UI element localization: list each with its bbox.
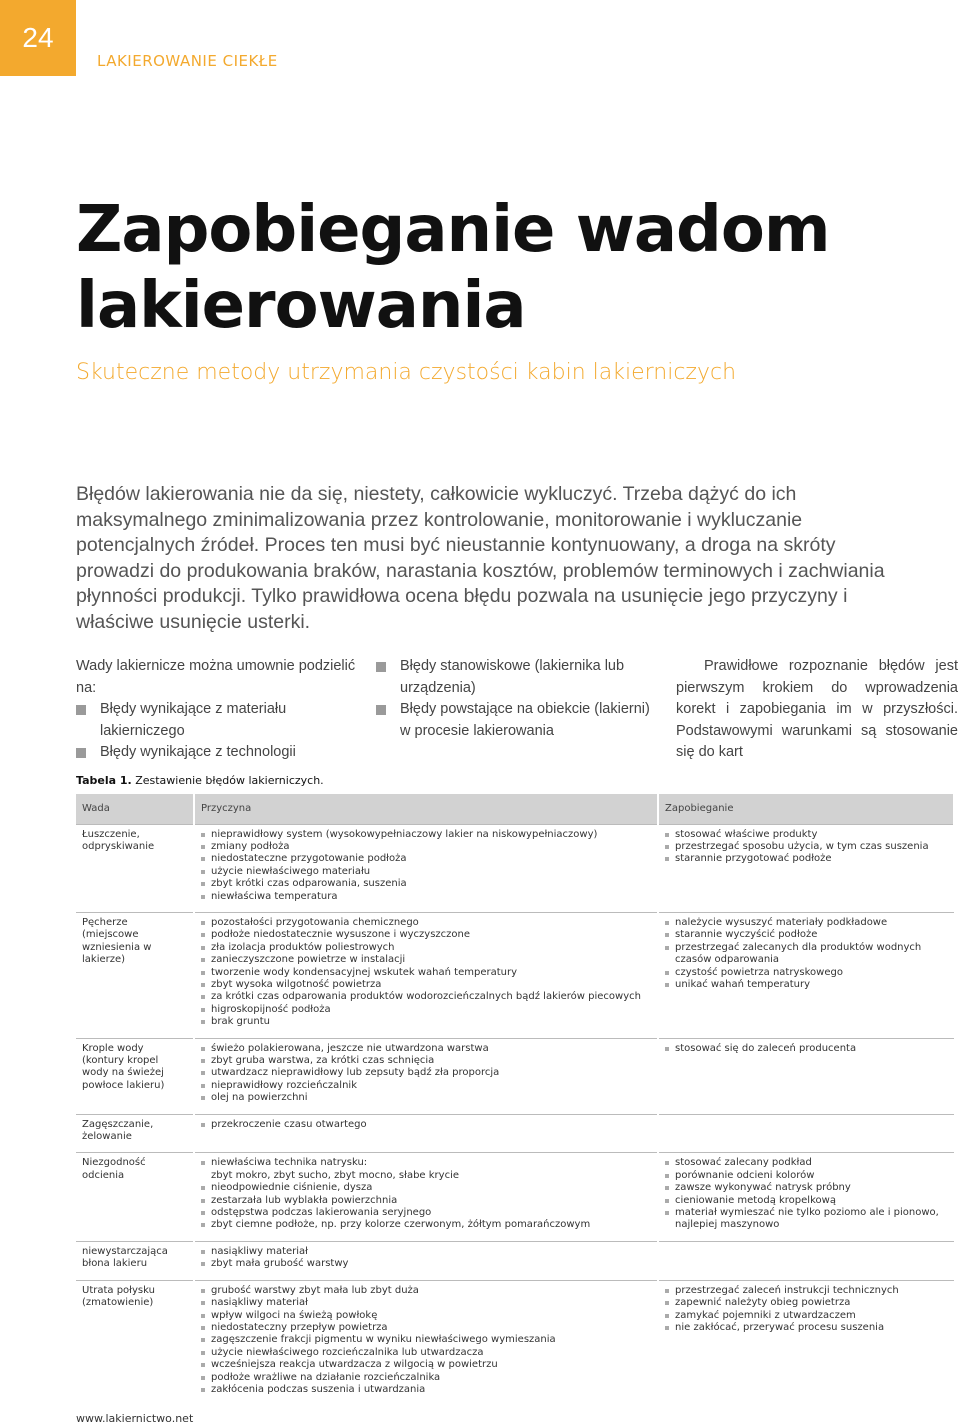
- list-item-label: materiał wymieszać nie tylko poziomo ale i pionowo, najlepiej maszynowo: [675, 1207, 939, 1231]
- list-item: [201, 1310, 651, 1322]
- table-row: [76, 824, 954, 912]
- list-item: [665, 1285, 948, 1297]
- cell-wada: Niezgodność odcienia: [76, 1153, 194, 1241]
- column-2: [376, 656, 661, 742]
- lead-paragraph: Błędów lakierowania nie da się, niestety, całkowicie wykluczyć. Trzeba dążyć do ich maksymalnego zminimalizowania przez kontrolowanie, monitorowanie i wykluczanie potencjalnych źródeł. Proces ten musi być nieustannie kontynuowany, a droga na skróty prowadzi do produkowania braków, narastania kosztów, problemów terminowych i zachwiania płynności produkcji. Tylko prawidłowa ocena błędu pozwala na usunięcie jego przyczyny i właściwe usunięcie usterki.: [76, 483, 885, 633]
- cell-zapobieganie: [658, 824, 954, 912]
- cell-wada: Łuszczenie, odpryskiwanie: [76, 824, 194, 912]
- list-item-label: zbyt ciemne podłoże, np. przy kolorze czerwonym, żółtym pomarańczowym: [211, 1219, 591, 1231]
- list-item: [201, 1004, 651, 1016]
- list-item: [201, 942, 651, 954]
- list-item: [665, 853, 948, 865]
- list-item: [76, 742, 366, 764]
- cell-przyczyna: [194, 1241, 658, 1280]
- list-item: [201, 1219, 651, 1231]
- article-subtitle: Skuteczne metody utrzymania czystości kabin lakierniczych: [76, 360, 737, 385]
- list-item: [201, 1347, 651, 1359]
- list-item: [201, 917, 651, 929]
- list-item: [201, 1043, 651, 1055]
- bullet-square-icon: [76, 705, 86, 715]
- list-item-label: zapewnić należyty obieg powietrza: [675, 1297, 851, 1309]
- list-item-label: wpływ wilgoci na świeżą powłokę: [211, 1309, 378, 1321]
- cell-przyczyna: [194, 1038, 658, 1114]
- list-item: [201, 1092, 651, 1104]
- list-item: [201, 1207, 651, 1219]
- list-item-label: należycie wysuszyć materiały podkładowe: [675, 916, 888, 928]
- list-item-label: zła izolacja produktów poliestrowych: [211, 941, 395, 953]
- list-item-label: zmiany podłoża: [211, 840, 290, 852]
- list-item: [201, 1285, 651, 1297]
- list-item-label: niewłaściwa technika natrysku:: [211, 1157, 368, 1169]
- cell-wada: Pęcherze (miejscowe wzniesienia w lakierze): [76, 912, 194, 1038]
- list-item: [665, 929, 948, 941]
- table-row: [76, 1280, 954, 1405]
- list-item: [201, 1384, 651, 1396]
- list-item-label: przestrzegać zalecanych dla produktów wodnych czasów odparowania: [675, 941, 922, 966]
- cell-przyczyna: [194, 1280, 658, 1405]
- list-item: [201, 891, 651, 903]
- list-item: [201, 1246, 651, 1258]
- list-item: [665, 1043, 948, 1055]
- list-item-label: stosować zalecany podkład: [675, 1157, 812, 1169]
- cell-wada: Utrata połysku (zmatowienie): [76, 1280, 194, 1405]
- list-item-label: porównanie odcieni kolorów: [675, 1169, 815, 1181]
- list-item: [665, 1310, 948, 1322]
- list-item: [376, 656, 661, 699]
- list-item: [665, 967, 948, 979]
- list-item-label: nie zakłócać, przerywać procesu suszenia: [675, 1321, 885, 1333]
- list-item: [201, 829, 651, 841]
- table-header-row: [76, 794, 954, 824]
- article-title: Zapobieganie wadom lakierowania: [76, 193, 830, 343]
- table-row: [76, 1114, 954, 1153]
- list-item: [201, 841, 651, 853]
- footer-url: www.lakiernictwo.net: [76, 1412, 194, 1425]
- list-item: [201, 1080, 651, 1092]
- list-item-label: pozostałości przygotowania chemicznego: [211, 916, 419, 928]
- list-item-label: zbyt gruba warstwa, za krótki czas schnięcia: [211, 1055, 435, 1066]
- cell-wada: niewystarczająca błona lakieru: [76, 1241, 194, 1280]
- list-item: [201, 853, 651, 865]
- section-title: LAKIEROWANIE CIEKŁE: [97, 52, 278, 70]
- list-item-label: Błędy powstające na obiekcie (lakierni) w procesie lakierowania: [400, 701, 650, 739]
- cell-zapobieganie: [658, 1280, 954, 1405]
- list-item: [201, 878, 651, 890]
- list-item-label: zamykać pojemniki z utwardzaczem: [675, 1309, 856, 1321]
- list-item: [201, 1258, 651, 1270]
- cell-zapobieganie: [658, 1153, 954, 1241]
- page-number: 24: [0, 0, 76, 76]
- table-row: [76, 1241, 954, 1280]
- defects-table: [76, 794, 955, 1405]
- list-item-label: zawsze wykonywać natrysk próbny: [675, 1182, 851, 1194]
- list-item-label: tworzenie wody kondensacyjnej wskutek wahań temperatury: [211, 966, 518, 978]
- list-item-label: przestrzegać zaleceń instrukcji technicznych: [675, 1284, 899, 1296]
- list-item-label: nieodpowiednie ciśnienie, dysza: [211, 1182, 373, 1194]
- list-item-label: starannie wyczyścić podłoże: [675, 929, 818, 941]
- cell-wada: Krople wody (kontury kropel wody na świeżej powłoce lakieru): [76, 1038, 194, 1114]
- list-item: [201, 1359, 651, 1371]
- column-1: [76, 656, 366, 764]
- list-item-label: podłoże wrażliwe na działanie rozcieńczalnika: [211, 1371, 441, 1383]
- list-item: [201, 1334, 651, 1346]
- table-row: [76, 1038, 954, 1114]
- bullet-square-icon: [376, 705, 386, 715]
- list-item: [201, 866, 651, 878]
- list-item-label: nasiąkliwy materiał: [211, 1245, 309, 1257]
- list-item-label: nasiąkliwy materiał: [211, 1297, 309, 1309]
- bullet-square-icon: [76, 748, 86, 758]
- cell-przyczyna: [194, 1114, 658, 1153]
- list-item-label: nieprawidłowy system (wysokowypełniaczowy lakier na niskowypełniaczowy): [211, 828, 598, 840]
- list-item: [665, 942, 948, 967]
- list-item: [201, 929, 651, 941]
- list-item: [665, 1182, 948, 1194]
- list-item-label: zanieczyszczone powietrze w instalacji: [211, 954, 406, 966]
- list-item: [665, 917, 948, 929]
- list-item-label: cieniowanie metodą kropelkową: [675, 1194, 836, 1206]
- cell-zapobieganie: [658, 1038, 954, 1114]
- list-item: [665, 1195, 948, 1207]
- list-item: [76, 699, 366, 742]
- list-item-label: wcześniejsza reakcja utwardzacza z wilgocią w powietrzu: [211, 1359, 498, 1371]
- list-item: [665, 1322, 948, 1334]
- list-item: [201, 979, 651, 991]
- list-item: [665, 829, 948, 841]
- list-item-label: nieprawidłowy rozcieńczalnik: [211, 1079, 357, 1091]
- header-cell-wada: Wada: [76, 794, 194, 824]
- list-item-label: Błędy wynikające z technologii: [100, 744, 296, 760]
- list-item-label: zbyt wysoka wilgotność powietrza: [211, 978, 382, 990]
- list-item-label: podłoże niedostatecznie wysuszone i wyczyszczone: [211, 929, 471, 941]
- cell-zapobieganie: [658, 912, 954, 1038]
- list-item-label: przestrzegać sposobu użycia, w tym czas suszenia: [675, 840, 929, 852]
- cell-przyczyna: [194, 912, 658, 1038]
- list-item: [201, 1170, 651, 1182]
- list-item-label: niedostateczny przepływ powietrza: [211, 1321, 388, 1333]
- list-item-label: stosować się do zaleceń producenta: [675, 1042, 857, 1054]
- list-item-label: odstępstwa podczas lakierowania seryjnego: [211, 1207, 432, 1219]
- cell-przyczyna: [194, 1153, 658, 1241]
- header-cell-przyczyna: Przyczyna: [194, 794, 658, 824]
- list-item-label: zbyt mokro, zbyt sucho, zbyt mocno, słabe krycie: [211, 1169, 459, 1181]
- cell-wada: Zagęszczanie, żelowanie: [76, 1114, 194, 1153]
- list-item-label: Błędy stanowiskowe (lakiernika lub urządzenia): [400, 658, 625, 696]
- list-item-label: użycie niewłaściwego materiału: [211, 865, 371, 877]
- table-row: [76, 912, 954, 1038]
- bullet-square-icon: [376, 662, 386, 672]
- list-item-label: zagęszczenie frakcji pigmentu w wyniku niewłaściwego wymieszania: [211, 1334, 556, 1346]
- list-item: [665, 1170, 948, 1182]
- list-item: [201, 1157, 651, 1169]
- list-item: [201, 1182, 651, 1194]
- list-item: [201, 954, 651, 966]
- list-item-label: grubość warstwy zbyt mała lub zbyt duża: [211, 1284, 419, 1296]
- cell-przyczyna: [194, 824, 658, 912]
- list-item: [201, 1195, 651, 1207]
- list-item-label: Błędy wynikające z materiału lakierniczego: [100, 701, 287, 739]
- list-item-label: świeżo polakierowana, jeszcze nie utwardzona warstwa: [211, 1042, 489, 1054]
- table-body: [76, 824, 954, 1405]
- table-caption-label: Tabela 1.: [76, 774, 132, 787]
- list-item: [201, 967, 651, 979]
- list-item: [665, 1297, 948, 1309]
- list-item-label: zbyt krótki czas odparowania, suszenia: [211, 878, 407, 890]
- list-item: [201, 1016, 651, 1028]
- list-item-label: stosować właściwe produkty: [675, 828, 818, 840]
- list-item: [201, 1067, 651, 1079]
- cell-zapobieganie: [658, 1114, 954, 1153]
- cell-zapobieganie: [658, 1241, 954, 1280]
- list-item-label: olej na powierzchni: [211, 1092, 308, 1104]
- header-cell-zapobieganie: Zapobieganie: [658, 794, 954, 824]
- list-item-label: unikać wahań temperatury: [675, 978, 811, 990]
- list-item: [201, 1297, 651, 1309]
- list-item: [665, 841, 948, 853]
- list-item: [376, 699, 661, 742]
- table-caption-text: Zestawienie błędów lakierniczych.: [131, 774, 324, 787]
- list-item-label: niewłaściwa temperatura: [211, 890, 338, 902]
- list-item: [201, 991, 651, 1003]
- list-item-label: zbyt mała grubość warstwy: [211, 1258, 349, 1270]
- table-row: [76, 1153, 954, 1241]
- list-item-label: za krótki czas odparowania produktów wodorozcieńczalnych bądź lakierów piecowych: [211, 991, 641, 1003]
- list-item-label: zakłócenia podczas suszenia i utwardzania: [211, 1383, 426, 1395]
- list-item-label: czystość powietrza natryskowego: [675, 966, 843, 978]
- list-item: [201, 1322, 651, 1334]
- list-item: [665, 1157, 948, 1169]
- list-item: [665, 979, 948, 991]
- list-item-label: higroskopijność podłoża: [211, 1003, 331, 1015]
- list-item-label: przekroczenie czasu otwartego: [211, 1118, 367, 1130]
- list-item-label: brak gruntu: [211, 1016, 270, 1028]
- list-item: [201, 1372, 651, 1384]
- list-item-label: zestarzała lub wyblakła powierzchnia: [211, 1194, 398, 1206]
- list-item-label: utwardzacz nieprawidłowy lub zepsuty bądź zła proporcja: [211, 1067, 500, 1079]
- list-item: [201, 1119, 651, 1131]
- list-item-label: niedostateczne przygotowanie podłoża: [211, 853, 407, 865]
- list-item-label: użycie niewłaściwego rozcieńczalnika lub utwardzacza: [211, 1346, 484, 1358]
- list-item: [665, 1207, 948, 1232]
- column-1-intro: Wady lakiernicze można umownie podzielić na:: [76, 658, 356, 696]
- table-caption: [76, 774, 324, 787]
- column-3: Prawidłowe rozpoznanie błędów jest pierwszym krokiem do wprowadzenia korekt i zapobiegania im w przyszłości. Podstawowymi warunkami są stosowanie się do kart: [676, 658, 958, 760]
- list-item: [201, 1055, 651, 1067]
- list-item-label: starannie przygotować podłoże: [675, 853, 832, 865]
